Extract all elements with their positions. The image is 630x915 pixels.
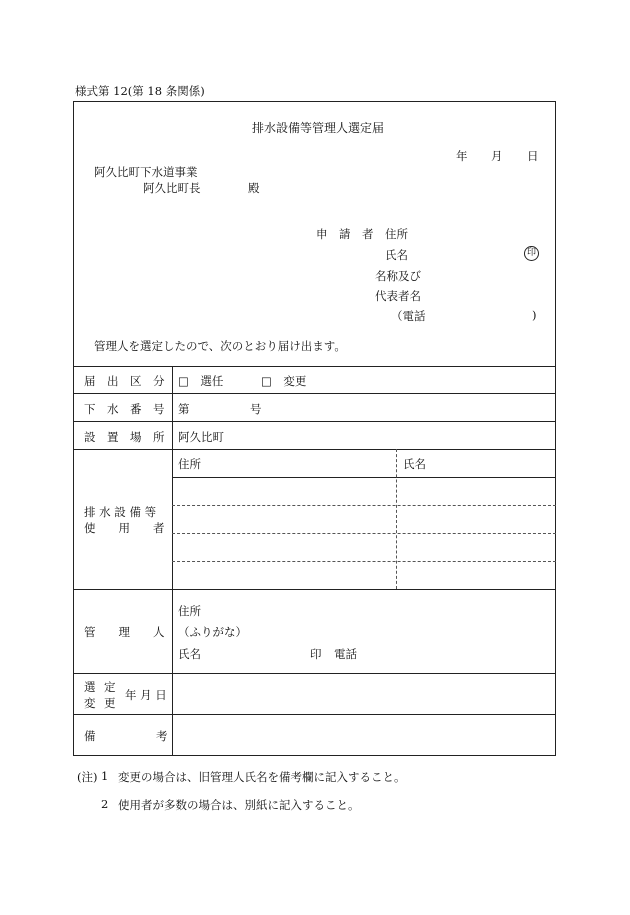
addressee-honorific: 殿 [248, 181, 260, 195]
day-label: 日 [527, 149, 539, 163]
selection-label-2: 定 [104, 680, 116, 694]
applicant-phone-open: （電話 [391, 309, 426, 323]
users-col-address: 住所 [178, 457, 201, 471]
install-location-value: 阿久比町 [178, 430, 224, 444]
notification-type-label: 届 出 区 分 [84, 374, 165, 388]
sewer-number-suffix: 号 [250, 402, 262, 416]
users-label-line1: 排 水 設 備 等 [84, 505, 157, 519]
applicant-phone-close: ) [532, 308, 537, 322]
users-col-name: 氏名 [403, 457, 426, 471]
addressee-head: 阿久比町長 [143, 181, 201, 195]
manager-phone-label: 電話 [334, 647, 357, 661]
form-title: 排水設備等管理人選定届 [252, 121, 385, 135]
addressee-org: 阿久比町下水道事業 [94, 165, 198, 179]
users-label-line2: 使 用 者 [84, 521, 165, 535]
manager-label: 管 理 人 [84, 625, 165, 639]
manager-address-label: 住所 [178, 604, 201, 618]
note-2-text: 使用者が多数の場合は、別紙に記入すること。 [118, 798, 360, 812]
manager-name-label: 氏名 [178, 647, 201, 661]
selection-date-ymd: 年 月 日 [125, 688, 167, 702]
change-label-2: 更 [104, 696, 116, 710]
form-number: 様式第 12(第 18 条関係) [75, 84, 205, 98]
option-appointment-checkbox[interactable]: □ 選任 [178, 374, 224, 388]
notes-prefix: (注) [77, 770, 98, 784]
intro-text: 管理人を選定したので、次のとおり届け出ます。 [94, 339, 346, 353]
remarks-label-right: 考 [156, 729, 168, 743]
year-label: 年 [456, 149, 468, 163]
option-change-checkbox[interactable]: □ 変更 [261, 374, 307, 388]
remarks-label-left: 備 [84, 729, 96, 743]
note-2-number: 2 [101, 797, 109, 811]
manager-furigana-label: （ふりがな） [178, 625, 247, 639]
note-1-text: 変更の場合は、旧管理人氏名を備考欄に記入すること。 [118, 770, 406, 784]
selection-label-1: 選 [84, 680, 96, 694]
sewer-number-prefix: 第 [178, 402, 190, 416]
sewer-number-label: 下 水 番 号 [84, 402, 165, 416]
applicant-name-label: 氏名 [385, 248, 408, 262]
applicant-org-label-1: 名称及び [375, 269, 421, 283]
applicant-org-label-2: 代表者名 [375, 289, 421, 303]
manager-seal-label: 印 [310, 647, 322, 661]
applicant-label: 申 請 者 [316, 227, 374, 241]
applicant-address-label: 住所 [385, 227, 408, 241]
change-label-1: 変 [84, 696, 96, 710]
month-label: 月 [491, 149, 503, 163]
install-location-label: 設 置 場 所 [84, 430, 165, 444]
applicant-seal-icon: 印 [524, 246, 539, 261]
note-1-number: 1 [101, 769, 109, 783]
